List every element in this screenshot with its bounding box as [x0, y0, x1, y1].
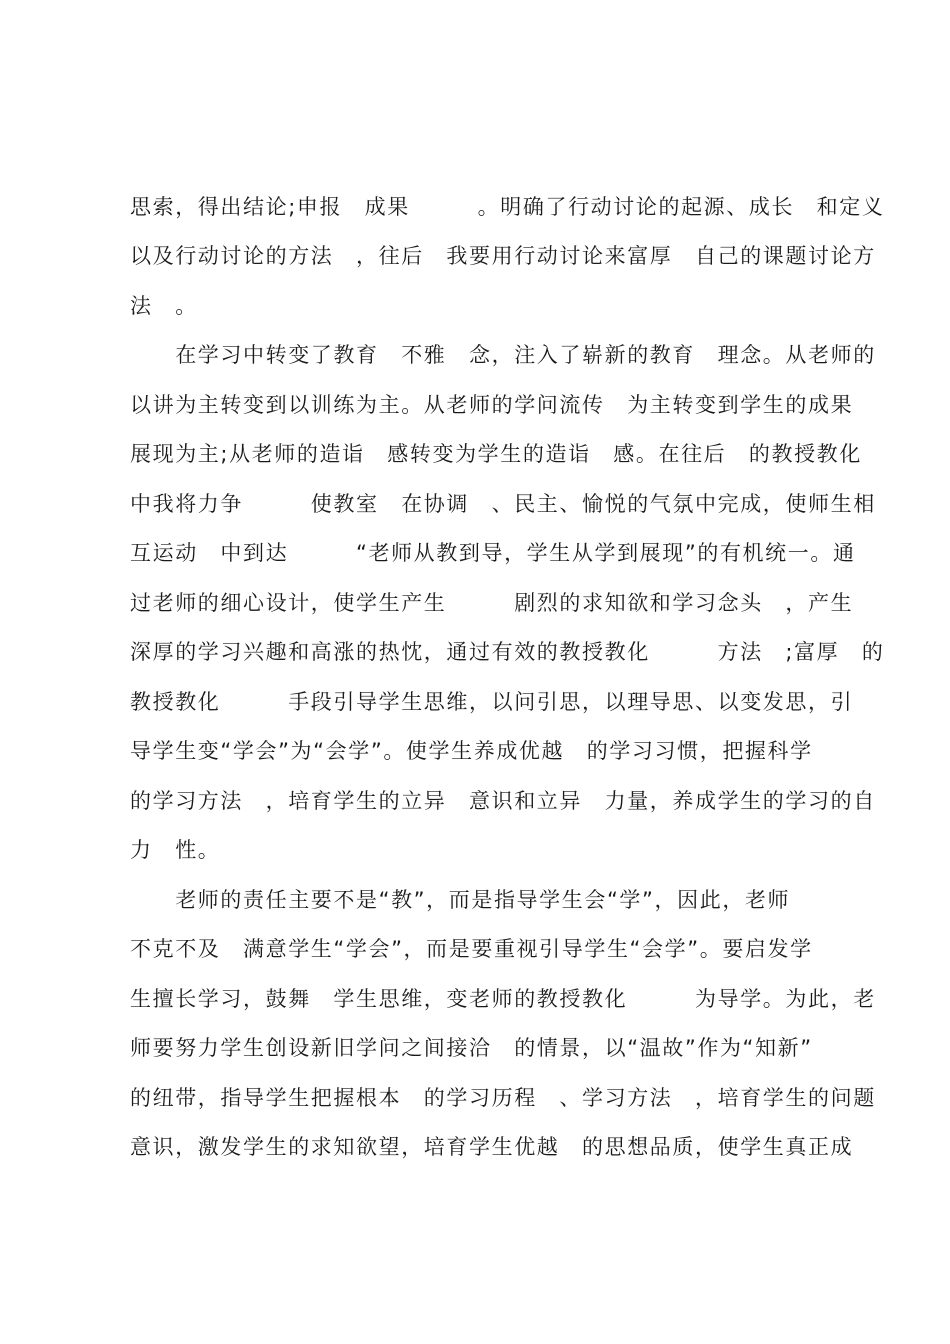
text-line: 教授教化 手段引导学生思维，以问引思，以理导思、以变发思，引	[130, 690, 854, 714]
text-line: 的学习方法 ，培育学生的立异 意识和立异 力量，养成学生的学习的自	[130, 789, 876, 813]
text-line: 不克不及 满意学生“学会”，而是要重视引导学生“会学”。要启发学	[130, 937, 813, 961]
text-line: 生擅长学习，鼓舞 学生思维，变老师的教授教化 为导学。为此，老	[130, 987, 876, 1011]
text-line: 以讲为主转变到以训练为主。从老师的学问流传 为主转变到学生的成果	[130, 393, 854, 417]
text-line: 思索，得出结论;申报 成果 。明确了行动讨论的起源、成长 和定义	[130, 195, 885, 219]
text-line: 老师的责任主要不是“教”，而是指导学生会“学”，因此，老师	[130, 888, 791, 912]
text-line: 师要努力学生创设新旧学问之间接洽 的情景，以“温故”作为“知新”	[130, 1036, 813, 1060]
text-line: 以及行动讨论的方法 ，往后 我要用行动讨论来富厚 自己的课题讨论方	[130, 244, 876, 268]
text-line: 展现为主;从老师的造诣 感转变为学生的造诣 感。在往后 的教授教化	[130, 442, 862, 466]
text-line: 互运动 中到达 “老师从教到导，学生从学到展现”的有机统一。通	[130, 541, 856, 565]
text-line: 在学习中转变了教育 不雅 念，注入了崭新的教育 理念。从老师的	[130, 343, 876, 367]
text-line: 的纽带，指导学生把握根本 的学习历程 、学习方法 ，培育学生的问题	[130, 1086, 876, 1110]
text-line: 法 。	[130, 294, 198, 318]
text-line: 深厚的学习兴趣和高涨的热忱，通过有效的教授教化 方法 ;富厚 的	[130, 640, 885, 664]
text-line: 导学生变“学会”为“会学”。使学生养成优越 的学习习惯，把握科学	[130, 739, 813, 763]
text-line: 力 性。	[130, 838, 221, 862]
text-line: 中我将力争 使教室 在协调 、民主、愉悦的气氛中完成，使师生相	[130, 492, 876, 516]
text-line: 过老师的细心设计，使学生产生 剧烈的求知欲和学习念头 ，产生	[130, 591, 854, 615]
text-line: 意识，激发学生的求知欲望，培育学生优越 的思想品质，使学生真正成	[130, 1135, 854, 1159]
